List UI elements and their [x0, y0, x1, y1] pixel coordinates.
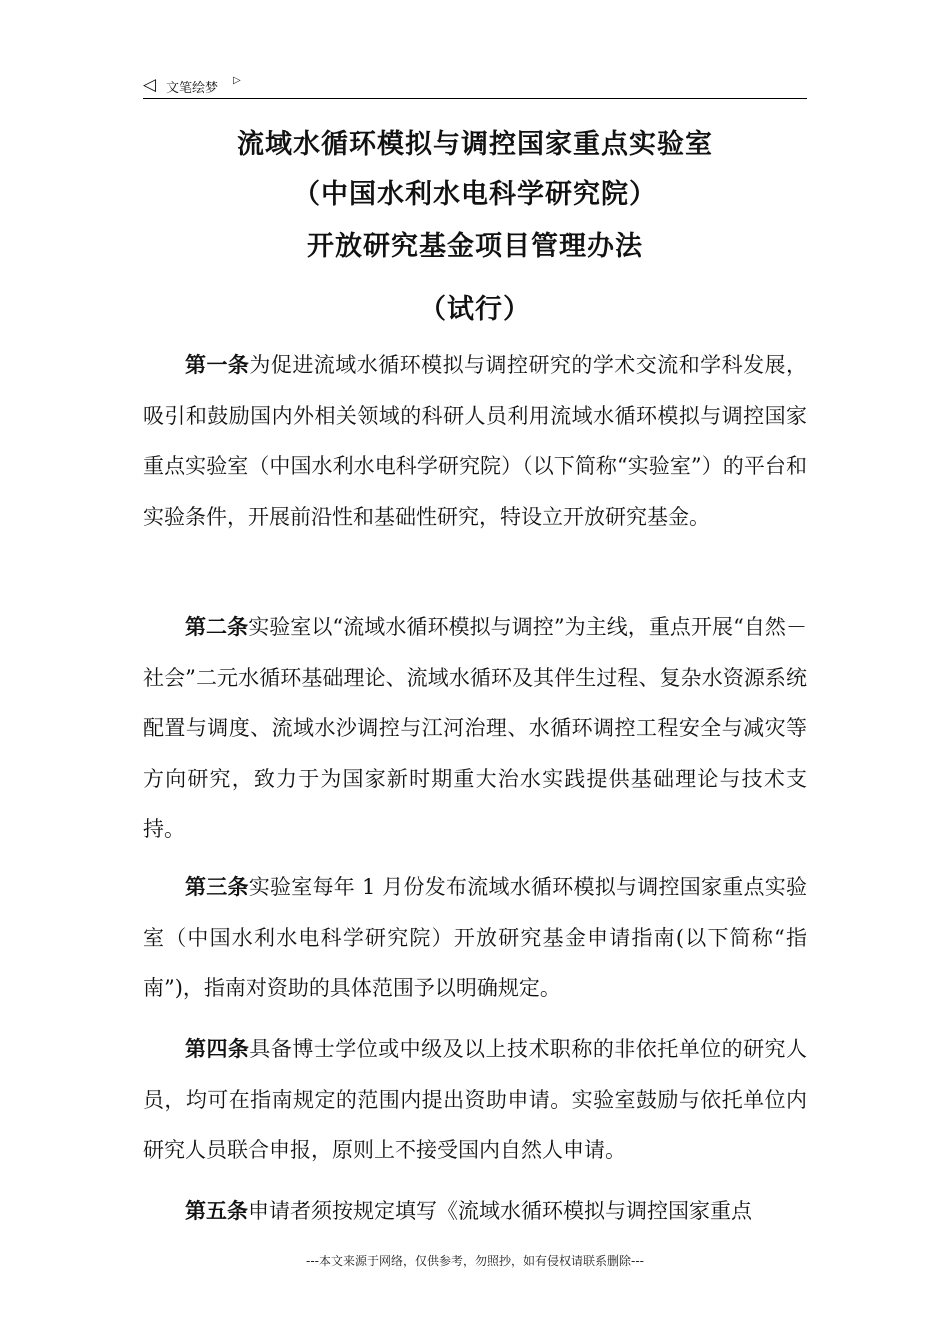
article-label: 第四条 — [185, 1037, 250, 1061]
article-1 — [143, 340, 807, 542]
document-title-trial: （试行） — [419, 294, 531, 325]
article-text: 实验室以“流域水循环模拟与调控”为主线，重点开展“自然－社会”二元水循环基础理论、流域水循环及其伴生过程、复杂水资源系统配置与调度、流域水沙调控与江河治理、水循环调控工程安全与减灾等方向研究，致力于为国家新时期重大治水实践提供基础理论与技术支持。 — [143, 615, 807, 841]
article-label: 第三条 — [185, 875, 249, 899]
document-title-line-1: 流域水循环模拟与调控国家重点实验室 — [237, 129, 713, 160]
article-label: 第二条 — [185, 615, 249, 639]
header-brand: 文笔绘梦 — [166, 81, 219, 96]
article-text: 具备博士学位或中级及以上技术职称的非依托单位的研究人员，均可在指南规定的范围内提出资助申请。实验室鼓励与依托单位内研究人员联合申报，原则上不接受国内自然人申请。 — [143, 1037, 808, 1162]
article-text: 申请者须按规定填写《流域水循环模拟与调控国家重点 — [248, 1199, 752, 1223]
article-3 — [143, 862, 807, 1014]
document-title-line-3: 开放研究基金项目管理办法 — [307, 231, 643, 262]
article-text: 为促进流域水循环模拟与调控研究的学术交流和学科发展，吸引和鼓励国内外相关领域的科研人员利用流域水循环模拟与调控国家重点实验室（中国水利水电科学研究院）（以下简称“实验室”）的平台和实验条件，开展前沿性和基础性研究，特设立开放研究基金。 — [143, 353, 808, 529]
left-triangle-icon: ◁ — [143, 75, 157, 95]
page-footer-disclaimer: ---本文来源于网络，仅供参考，勿照抄，如有侵权请联系删除--- — [306, 1254, 644, 1268]
article-label: 第五条 — [185, 1199, 248, 1223]
article-text: 实验室每年 1 月份发布流域水循环模拟与调控国家重点实验室（中国水利水电科学研究院）开放研究基金申请指南(以下简称“指南”)，指南对资助的具体范围予以明确规定。 — [143, 875, 808, 1000]
document-title-line-2: （中国水利水电科学研究院） — [293, 179, 657, 210]
article-4 — [143, 1024, 807, 1176]
article-2 — [143, 602, 807, 855]
article-5 — [143, 1186, 807, 1237]
page-header — [143, 72, 807, 99]
article-label: 第一条 — [185, 353, 250, 377]
right-triangle-icon: ▷ — [233, 75, 241, 86]
